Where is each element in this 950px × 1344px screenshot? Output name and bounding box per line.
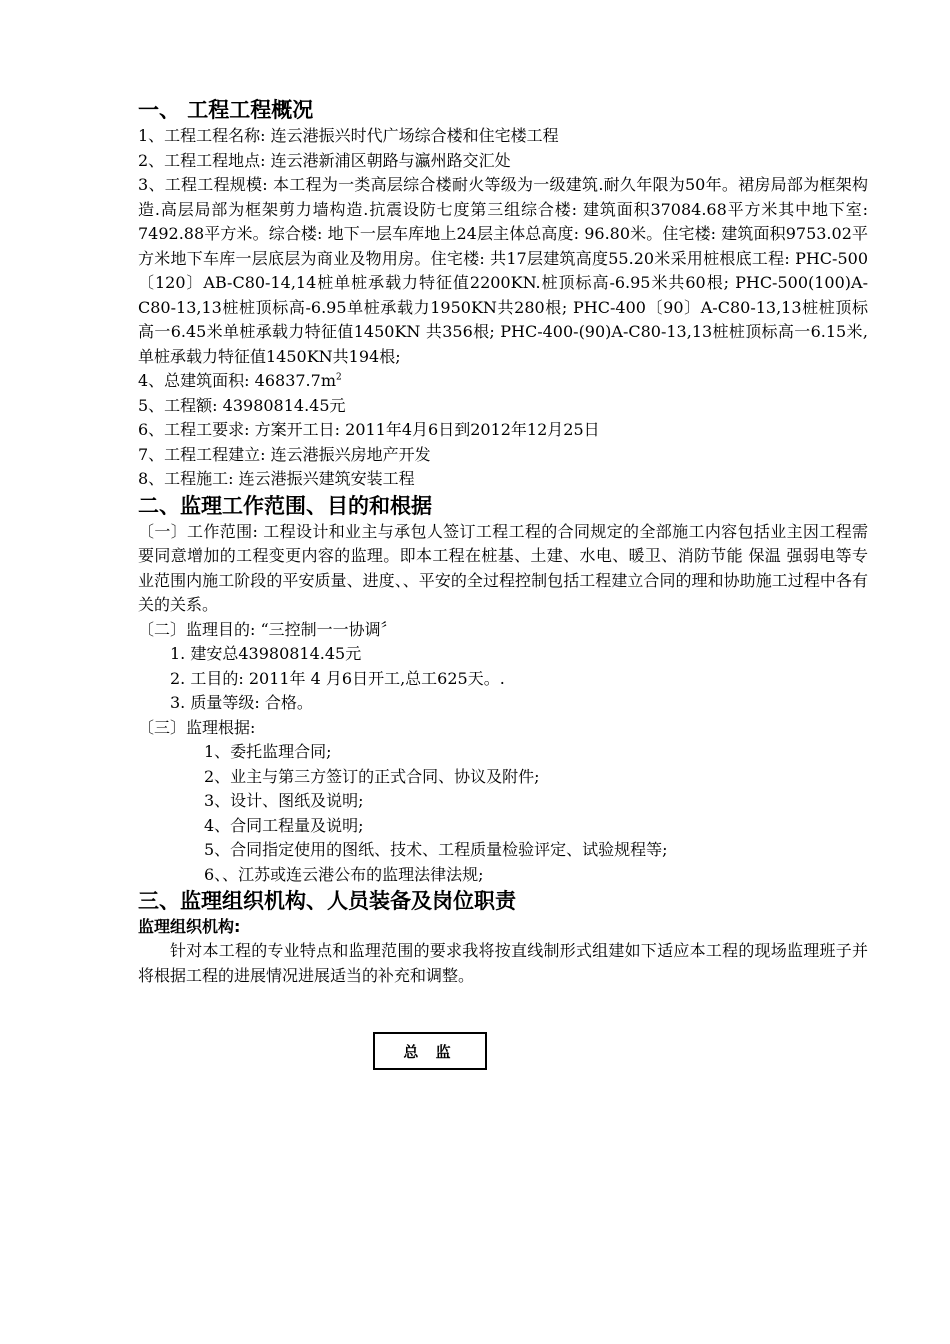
basis-item-1: 1、委托监理合同; xyxy=(204,742,332,761)
basis-item-5: 5、合同指定使用的图纸、技术、工程质量检验评定、试验规程等; xyxy=(204,840,668,859)
org-subtitle: 监理组织机构: xyxy=(138,917,241,936)
basis-item-6: 6、、江苏或连云港公布的监理法律法规; xyxy=(204,864,484,884)
developer: 7、工程工程建立: 连云港振兴房地产开发 xyxy=(138,444,431,464)
project-amount: 5、工程额: 43980814.45元 xyxy=(138,395,346,415)
basis-item-4: 4、合同工程量及说明; xyxy=(204,815,364,835)
section-1-title: 一、 工程工程概况 xyxy=(138,98,314,122)
basis-item-2: 2、业主与第三方签订的正式合同、协议及附件; xyxy=(204,766,540,786)
document-body xyxy=(138,96,868,988)
section-2-title: 二、监理工作范围、目的和根据 xyxy=(138,493,432,518)
supervision-goal: 〔二〕监理目的: “三控制一一协调〞 xyxy=(138,619,397,639)
basis-item-3: 3、设计、图纸及说明; xyxy=(204,791,364,810)
total-area xyxy=(138,369,868,394)
chief-supervisor-box: 总 监 xyxy=(373,1032,487,1070)
section-3-title: 三、监理组织机构、人员装备及岗位职责 xyxy=(138,889,516,913)
org-text: 针对本工程的专业特点和监理范围的要求我将按直线制形式组建如下适应本工程的现场监理班子并将根据工程的进展情况进展适当的补充和调整。 xyxy=(138,941,868,985)
work-scope: 〔一〕工作范围: 工程设计和业主与承包人签订工程工程的合同规定的全部施工内容包括业主因工程需要同意增加的工程变更内容的监理。即本工程在桩基、土建、水电、暖卫、消防节能 保温 强弱电等专业范围内施工阶段的平安质量、进度、、平安的全过程控制包括工程建立合同的理和协助施工过程中各有关的关系。 xyxy=(138,521,868,614)
project-name: 1、工程工程名称: 连云港振兴时代广场综合楼和住宅楼工程 xyxy=(138,126,559,145)
total-area-text: 4、总建筑面积: 46837.7m xyxy=(138,371,336,390)
goal-item-3: 3. 质量等级: 合格。 xyxy=(170,693,313,712)
goal-item-2: 2. 工目的: 2011年 4 月6日开工,总工625天。. xyxy=(170,668,505,688)
supervision-basis: 〔三〕监理根据: xyxy=(138,717,256,737)
project-scale: 3、工程工程规模: 本工程为一类高层综合楼耐火等级为一级建筑.耐久年限为50年。裙房局部为框架构造.高层局部为框架剪力墙构造.抗震设防七度第三组综合楼: 建筑面积37084.68平方米其中地下室: 7492.88平方米。综合楼: 地下一层车库地上24层主体总高度: 96.80米。住宅楼: 建筑面积9753.02平方米地下车库一层底层为商业及物用房。住宅楼: 共17层建筑高度55.20米采用桩根底工程: PHC-500〔120〕AB-C80-14,14桩单桩承载力特征值2200KN.桩顶标高-6.95米共60根; PHC-500(100)A-C80-13,13桩桩顶标高-6.95单桩承载力1950KN共280根; PHC-400〔90〕A-C80-13,13桩桩顶标高一6.45米单桩承载力特征值1450KN 共356根; PHC-400-(90)A-C80-13,13桩桩顶标高一6.15米,单桩承载力特征值1450KN共194根; xyxy=(138,175,868,366)
total-area-sup: 2 xyxy=(336,372,342,383)
goal-item-1: 1. 建安总43980814.45元 xyxy=(170,644,362,663)
contractor: 8、工程施工: 连云港振兴建筑安装工程 xyxy=(138,469,415,488)
schedule: 6、工程工要求: 方案开工日: 2011年4月6日到2012年12月25日 xyxy=(138,420,600,439)
project-location: 2、工程工程地点: 连云港新浦区朝路与瀛州路交汇处 xyxy=(138,150,511,170)
